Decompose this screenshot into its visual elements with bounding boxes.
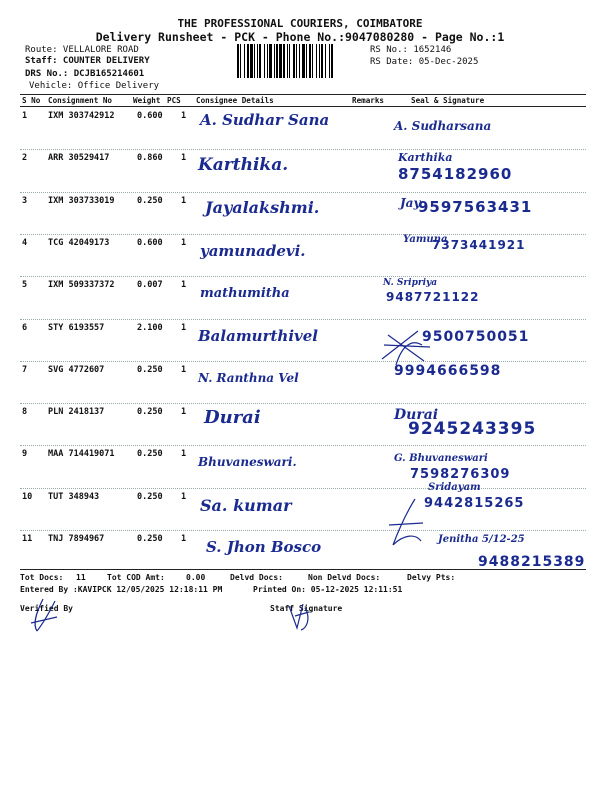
row-pcs: 1 bbox=[181, 491, 187, 502]
row-receiver-signature: G. Bhuvaneswari bbox=[394, 453, 488, 465]
tot-docs-label: Tot Docs: bbox=[20, 573, 64, 582]
row-consignment-no: TCG 42049173 bbox=[48, 237, 110, 248]
row-pcs: 1 bbox=[181, 534, 187, 544]
barcode-bar bbox=[306, 44, 307, 78]
row-weight: 2.100 bbox=[137, 322, 163, 333]
row-weight: 0.600 bbox=[137, 237, 163, 248]
table-row bbox=[0, 445, 600, 487]
row-pcs: 1 bbox=[181, 280, 187, 291]
barcode-bar bbox=[274, 44, 275, 78]
barcode-bar bbox=[289, 44, 290, 78]
barcode-bar bbox=[329, 44, 330, 78]
row-weight: 0.250 bbox=[137, 195, 163, 206]
barcode-bar bbox=[321, 44, 323, 78]
row-receiver-signature: Durai bbox=[394, 407, 439, 424]
col-consignee: Consignee Details bbox=[196, 96, 274, 105]
col-seal: Seal & Signature bbox=[411, 96, 485, 105]
row-pcs: 1 bbox=[181, 195, 187, 206]
barcode-bar bbox=[267, 44, 268, 78]
row-sno: 8 bbox=[22, 407, 28, 418]
cod-value: 0.00 bbox=[186, 573, 206, 582]
col-consignment: Consignment No bbox=[48, 96, 113, 105]
row-receiver-phone: 9245243395 bbox=[408, 419, 537, 440]
barcode-bar bbox=[325, 44, 326, 78]
row-sno: 9 bbox=[22, 449, 28, 460]
barcode-bar bbox=[302, 44, 305, 78]
printed-on: Printed On: 05-12-2025 12:11:51 bbox=[253, 585, 403, 594]
row-sno: 1 bbox=[22, 111, 28, 121]
barcode-bar bbox=[254, 44, 255, 78]
delvd-docs-label: Delvd Docs: bbox=[230, 573, 283, 582]
row-receiver-signature: N. Sripriya bbox=[383, 278, 438, 289]
barcode-bar bbox=[287, 44, 288, 78]
row-receiver-signature: Jay bbox=[400, 195, 421, 210]
staff-info: Staff: COUNTER DELIVERY bbox=[25, 56, 150, 66]
barcode-bar bbox=[240, 44, 241, 78]
row-pcs: 1 bbox=[181, 407, 187, 418]
row-receiver-phone: 9994666598 bbox=[394, 362, 502, 379]
staff-signature-label: Staff Signature bbox=[270, 604, 343, 613]
barcode-bar bbox=[276, 44, 278, 78]
row-consignee-name: yamunadevi. bbox=[200, 241, 306, 260]
row-receiver-phone: 9500750051 bbox=[422, 328, 530, 345]
row-consignee-name: A. Sudhar Sana bbox=[200, 111, 330, 129]
row-receiver-signature: Karthika bbox=[398, 151, 453, 165]
row-consignment-no: IXM 509337372 bbox=[48, 280, 115, 291]
barcode-bar bbox=[296, 44, 297, 78]
row-sno: 4 bbox=[22, 237, 28, 248]
row-weight: 0.860 bbox=[137, 153, 163, 164]
row-sno: 5 bbox=[22, 280, 28, 291]
row-pcs: 1 bbox=[181, 111, 187, 121]
row-pcs: 1 bbox=[181, 322, 187, 333]
non-delvd-docs-label: Non Delvd Docs: bbox=[308, 573, 381, 582]
table-row bbox=[0, 403, 600, 445]
row-consignee-name: Jayalakshmi. bbox=[205, 197, 320, 217]
row-receiver-signature: Yamuna bbox=[403, 233, 448, 245]
row-consignee-name: N. Ranthna Vel bbox=[198, 370, 299, 385]
table-row bbox=[0, 192, 600, 234]
scribble-signature-11 bbox=[385, 495, 430, 555]
barcode-bar bbox=[331, 44, 333, 78]
row-sno: 6 bbox=[22, 322, 28, 333]
barcode-bar bbox=[316, 44, 317, 78]
row-weight: 0.250 bbox=[137, 407, 163, 418]
row-consignment-no: ARR 30529417 bbox=[48, 153, 110, 164]
table-row bbox=[0, 361, 600, 403]
row-sno: 7 bbox=[22, 364, 28, 375]
row-consignment-no: STY 6193557 bbox=[48, 322, 105, 333]
verifier-signature bbox=[25, 595, 65, 635]
barcode-bar bbox=[250, 44, 253, 78]
barcode-bar bbox=[247, 44, 249, 78]
row-receiver-phone: 7373441921 bbox=[432, 237, 526, 252]
row-consignment-no: SVG 4772607 bbox=[48, 364, 105, 375]
row-consignee-name: Balamurthivel bbox=[198, 326, 318, 345]
row-weight: 0.250 bbox=[137, 491, 163, 502]
row-weight: 0.250 bbox=[137, 449, 163, 460]
rs-number: RS No.: 1652146 bbox=[370, 45, 452, 55]
table-row bbox=[0, 319, 600, 361]
row-consignee-name: mathumitha bbox=[200, 286, 290, 302]
row-weight: 0.250 bbox=[137, 534, 163, 544]
table-row bbox=[0, 234, 600, 276]
row-sno: 3 bbox=[22, 195, 28, 206]
rs-date: RS Date: 05-Dec-2025 bbox=[370, 57, 479, 67]
row-consignment-no: MAA 714419071 bbox=[48, 449, 115, 460]
row-pcs: 1 bbox=[181, 237, 187, 248]
row-pcs: 1 bbox=[181, 364, 187, 375]
row-consignee-name: S. Jhon Bosco bbox=[206, 538, 322, 556]
barcode-bar bbox=[319, 44, 320, 78]
barcode-bar bbox=[293, 44, 295, 78]
barcode-bar bbox=[264, 44, 265, 78]
row-consignment-no: PLN 2418137 bbox=[48, 407, 105, 418]
col-remarks: Remarks bbox=[352, 96, 385, 105]
barcode-bar bbox=[279, 44, 282, 78]
barcode-bar bbox=[237, 44, 239, 78]
row-receiver-signature: Jenitha 5/12-25 bbox=[438, 534, 525, 545]
barcode bbox=[237, 44, 365, 78]
row-consignee-name: Durai bbox=[204, 407, 261, 429]
row-pcs: 1 bbox=[181, 449, 187, 460]
row-receiver-phone: 7598276309 bbox=[410, 467, 511, 483]
barcode-bar bbox=[244, 44, 245, 78]
vehicle-info: Vehicle: Office Delivery bbox=[29, 81, 160, 91]
table-row bbox=[0, 481, 600, 530]
barcode-bar bbox=[312, 44, 313, 78]
table-row bbox=[0, 530, 600, 572]
col-pcs: PCS bbox=[167, 96, 181, 105]
barcode-bar bbox=[269, 44, 272, 78]
drs-number: DRS No.: DCJB165214601 bbox=[25, 69, 145, 79]
row-consignment-no: TNJ 7894967 bbox=[48, 534, 105, 544]
barcode-bar bbox=[259, 44, 261, 78]
col-weight: Weight bbox=[133, 96, 161, 105]
table-row bbox=[0, 276, 600, 318]
verified-by-label: Verified By bbox=[20, 604, 73, 613]
table-row bbox=[0, 149, 600, 191]
runsheet-subtitle: Delivery Runsheet - PCK - Phone No.:9047080280 - Page No.:1 bbox=[95, 30, 505, 44]
row-receiver-signature: A. Sudharsana bbox=[394, 119, 492, 133]
row-consignment-no: IXM 303742912 bbox=[48, 111, 115, 121]
row-receiver-phone: 9488215389 bbox=[478, 554, 586, 570]
barcode-bar bbox=[283, 44, 285, 78]
row-receiver-phone: 9597563431 bbox=[418, 197, 533, 216]
row-weight: 0.250 bbox=[137, 364, 163, 375]
row-receiver-phone: 9442815265 bbox=[424, 495, 525, 511]
row-pcs: 1 bbox=[181, 153, 187, 164]
entered-by: Entered By :KAVIPCK 12/05/2025 12:18:11 PM bbox=[20, 585, 223, 594]
delvy-pts-label: Delvy Pts: bbox=[407, 573, 456, 582]
barcode-bar bbox=[309, 44, 311, 78]
route-info: Route: VELLALORE ROAD bbox=[25, 45, 139, 55]
row-sno: 11 bbox=[22, 534, 33, 544]
table-row bbox=[0, 107, 600, 149]
table-bottom-rule bbox=[20, 569, 586, 570]
company-title: THE PROFESSIONAL COURIERS, COIMBATORE bbox=[177, 17, 423, 30]
row-consignment-no: IXM 303733019 bbox=[48, 195, 115, 206]
row-receiver-signature: Sridayam bbox=[428, 481, 481, 493]
barcode-bar bbox=[299, 44, 300, 78]
scribble-signature-6 bbox=[378, 325, 438, 370]
row-receiver-phone: 9487721122 bbox=[386, 290, 480, 305]
row-consignment-no: TUT 348943 bbox=[48, 491, 100, 502]
tot-docs-value: 11 bbox=[76, 573, 86, 582]
staff-signature bbox=[283, 598, 323, 634]
row-receiver-phone: 8754182960 bbox=[398, 165, 513, 184]
row-sno: 10 bbox=[22, 491, 33, 502]
row-weight: 0.007 bbox=[137, 280, 163, 291]
row-consignee-name: Bhuvaneswari. bbox=[198, 455, 297, 470]
row-consignee-name: Karthika. bbox=[198, 155, 289, 176]
cod-label: Tot COD Amt: bbox=[107, 573, 165, 582]
row-consignee-name: Sa. kumar bbox=[200, 495, 292, 515]
barcode-bar bbox=[257, 44, 258, 78]
col-sno: S No bbox=[22, 96, 41, 105]
row-weight: 0.600 bbox=[137, 111, 163, 121]
row-sno: 2 bbox=[22, 153, 28, 164]
